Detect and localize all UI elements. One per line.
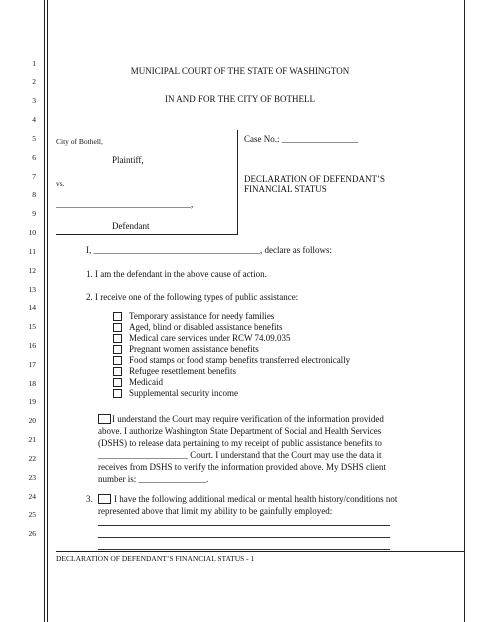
plaintiff-label: Plaintiff, xyxy=(112,155,144,165)
answer-line[interactable] xyxy=(98,537,390,538)
defendant-label: Defendant xyxy=(112,221,150,231)
answer-line[interactable] xyxy=(98,549,390,550)
court-name: MUNICIPAL COURT OF THE STATE OF WASHINGTON xyxy=(130,66,350,76)
line-number: 18 xyxy=(28,379,36,388)
line-number: 6 xyxy=(32,153,36,162)
defendant-name-field[interactable]: ______________________________, xyxy=(56,199,194,209)
item-1: 1. I am the defendant in the above cause of action. xyxy=(86,269,267,279)
checkbox-food-stamps[interactable] xyxy=(113,356,122,365)
line-number: 11 xyxy=(28,247,36,256)
line-number: 25 xyxy=(28,510,36,519)
checkbox-medical-history[interactable] xyxy=(98,494,111,504)
line-number: 15 xyxy=(28,322,36,331)
versus-label: vs. xyxy=(56,179,65,188)
footer-rule xyxy=(56,551,464,552)
document-title-line1: DECLARATION OF DEFENDANT’S xyxy=(244,174,385,184)
item-3-line2: represented above that limit my ability to be gainfully employed: xyxy=(98,506,333,516)
line-number: 14 xyxy=(28,303,36,312)
checkbox-ssi[interactable] xyxy=(113,389,122,398)
line-number: 19 xyxy=(28,397,36,406)
line-number: 9 xyxy=(32,209,36,218)
line-number: 17 xyxy=(28,360,36,369)
declarant-line[interactable]: I, _____________________________________, declare as follows: xyxy=(86,245,332,255)
court-jurisdiction: IN AND FOR THE CITY OF BOTHELL xyxy=(165,94,315,104)
option-label: Pregnant women assistance benefits xyxy=(129,344,259,354)
line-number: 20 xyxy=(28,416,36,425)
document-title-line2: FINANCIAL STATUS xyxy=(244,184,327,194)
line-number: 1 xyxy=(32,59,36,68)
line-number: 10 xyxy=(28,228,36,237)
checkbox-tanf[interactable] xyxy=(113,312,122,321)
line-number: 16 xyxy=(28,341,36,350)
option-label: Medicaid xyxy=(129,377,163,387)
paragraph-line: I understand the Court may require verification of the information provided xyxy=(112,414,384,424)
option-label: Temporary assistance for needy families xyxy=(129,311,275,321)
checkbox-verification[interactable] xyxy=(98,414,111,424)
case-number-field[interactable]: Case No.: _________________ xyxy=(244,134,359,144)
line-number: 8 xyxy=(32,190,36,199)
plaintiff-name: City of Bothell, xyxy=(56,137,103,146)
item-2: 2. I receive one of the following types of public assistance: xyxy=(86,292,299,302)
footer-title: DECLARATION OF DEFENDANT’S FINANCIAL STATUS - 1 xyxy=(56,554,255,563)
checkbox-medicaid[interactable] xyxy=(113,378,122,387)
checkbox-refugee[interactable] xyxy=(113,367,122,376)
paragraph-line: ____________________ Court. I understand that the Court may use the data it xyxy=(98,450,382,460)
line-number: 21 xyxy=(28,435,36,444)
line-number: 24 xyxy=(28,492,36,501)
option-label: Aged, blind or disabled assistance benefits xyxy=(129,322,283,332)
caption-bottom-rule xyxy=(56,234,238,235)
item-3-number: 3. xyxy=(86,494,93,504)
line-number: 12 xyxy=(28,266,36,275)
line-number: 26 xyxy=(28,529,36,538)
line-number: 23 xyxy=(28,473,36,482)
paragraph-line: above. I authorize Washington State Department of Social and Health Services xyxy=(98,426,382,436)
line-number: 13 xyxy=(28,285,36,294)
line-number: 4 xyxy=(32,115,36,124)
paragraph-line: number is: _______________. xyxy=(98,474,209,484)
option-label: Medical care services under RCW 74.09.035 xyxy=(129,333,291,343)
option-label: Refugee resettlement benefits xyxy=(129,366,236,376)
paragraph-line: receives from DSHS to verify the information provided above. My DSHS client xyxy=(98,462,386,472)
checkbox-aged-blind-disabled[interactable] xyxy=(113,323,122,332)
checkbox-medical-care[interactable] xyxy=(113,334,122,343)
answer-line[interactable] xyxy=(98,525,390,526)
paragraph-line: (DSHS) to release data pertaining to my receipt of public assistance benefits to xyxy=(98,438,382,448)
checkbox-pregnant-women[interactable] xyxy=(113,345,122,354)
option-label: Food stamps or food stamp benefits transferred electronically xyxy=(129,355,351,365)
line-number: 7 xyxy=(32,172,36,181)
item-3-line1: I have the following additional medical or mental health history/conditions not xyxy=(114,494,398,504)
line-number: 22 xyxy=(28,454,36,463)
option-label: Supplemental security income xyxy=(129,388,238,398)
line-number: 2 xyxy=(32,77,36,86)
caption-divider xyxy=(237,130,238,235)
line-number: 3 xyxy=(32,96,36,105)
line-number: 5 xyxy=(32,134,36,143)
